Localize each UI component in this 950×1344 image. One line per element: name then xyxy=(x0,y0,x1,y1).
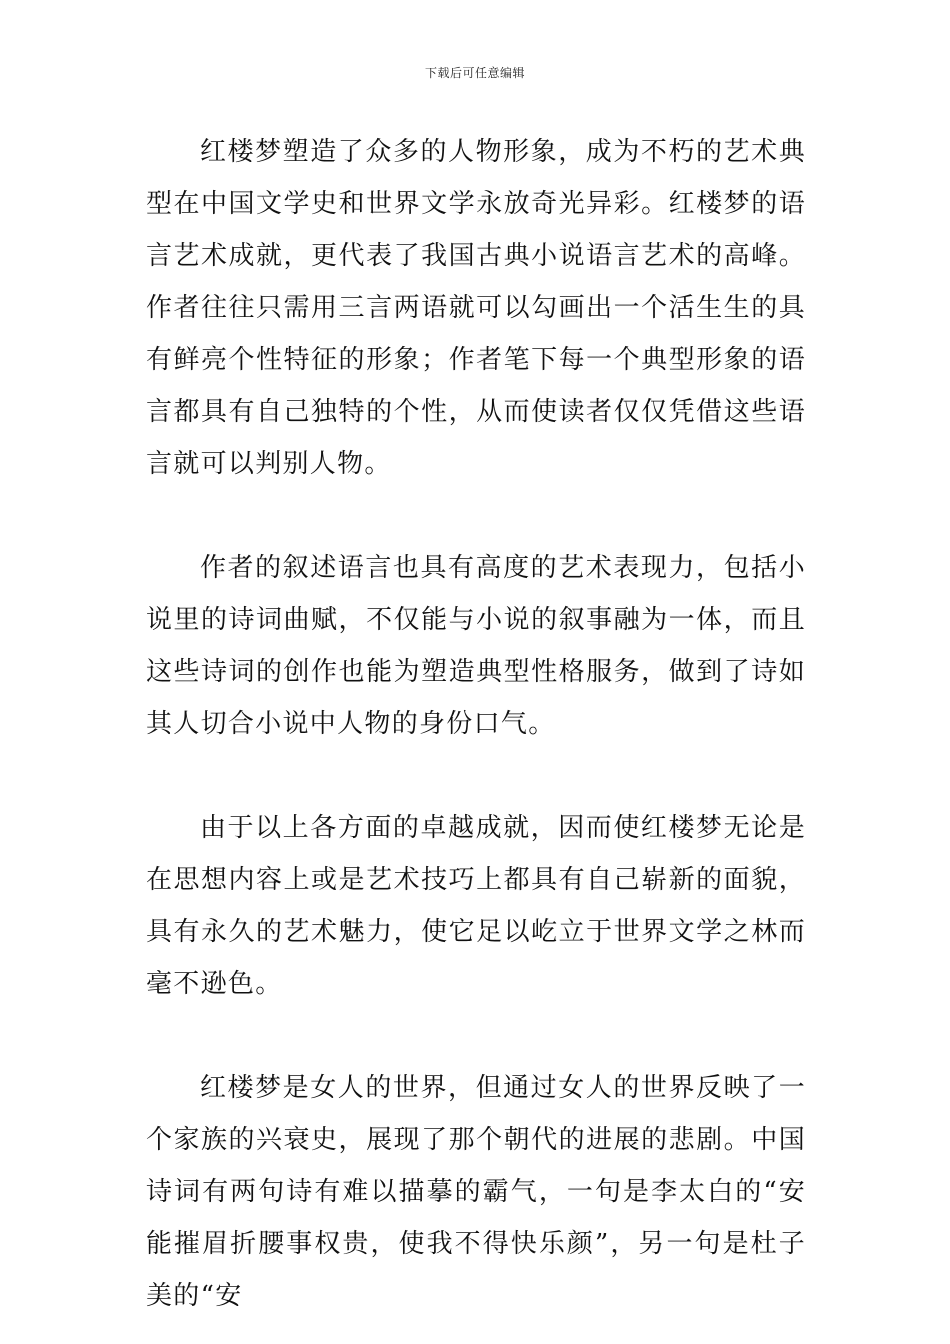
document-body xyxy=(146,126,806,1322)
page-header-note: 下载后可任意编辑 xyxy=(424,66,525,80)
paragraph-4: 红楼梦是女人的世界，但通过女人的世界反映了一个家族的兴衰史，展现了那个朝代的进展的悲剧。中国诗词有两句诗有难以描摹的霸气，一句是李太白的“安能摧眉折腰事权贵，使我不得快乐颜”，另一句是杜子美的“安 xyxy=(146,1073,806,1311)
paragraph-1: 红楼梦塑造了众多的人物形象，成为不朽的艺术典型在中国文学史和世界文学永放奇光异彩。红楼梦的语言艺术成就，更代表了我国古典小说语言艺术的高峰。作者往往只需用三言两语就可以勾画出一个活生生的具有鲜亮个性特征的形象；作者笔下每一个典型形象的语言都具有自己独特的个性，从而使读者仅仅凭借这些语言就可以判别人物。 xyxy=(146,137,806,479)
paragraph-2: 作者的叙述语言也具有高度的艺术表现力，包括小说里的诗词曲赋，不仅能与小说的叙事融为一体，而且这些诗词的创作也能为塑造典型性格服务，做到了诗如其人切合小说中人物的身份口气。 xyxy=(146,553,806,739)
paragraph-3: 由于以上各方面的卓越成就，因而使红楼梦无论是在思想内容上或是艺术技巧上都具有自己崭新的面貌，具有永久的艺术魅力，使它足以屹立于世界文学之林而毫不逊色。 xyxy=(146,813,806,999)
